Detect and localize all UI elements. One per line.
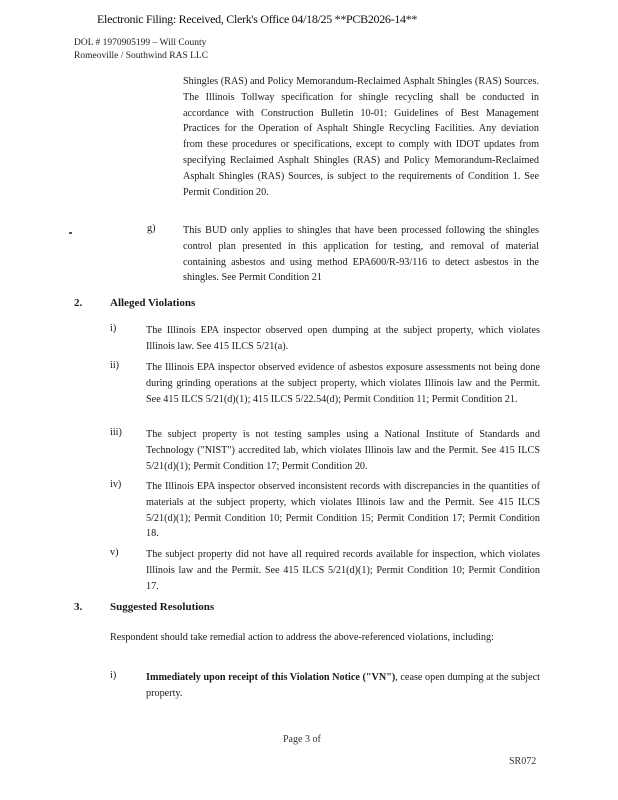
efiling-stamp: Electronic Filing: Received, Clerk's Office 04/18/25 **PCB2026-14** <box>97 12 418 26</box>
section-3-title: Suggested Resolutions <box>110 601 215 613</box>
item-g-text: This BUD only applies to shingles that have been processed following the shingles control plan presented in this application for testing, and removal of material containing asbestos and using method EPA600/R-93/116 to detect asbestos in the shingles. See Permit Condition 21 <box>183 225 539 284</box>
violation-iv-label: iv) <box>110 479 122 490</box>
item-g-label: g) <box>147 223 156 234</box>
violation-iii-text: The subject property is not testing samples using a National Institute of Standards and Technology ("NIST") accredited lab, which violates Illinois law and the Permit. See 415 ILCS 5/21(d)(1); Permit Condition 17; Permit Condition 20. <box>146 429 540 472</box>
violation-i-label: i) <box>110 323 117 334</box>
resolution-i-emphasis: Immediately upon receipt of this Violation Notice ("VN") <box>146 672 396 683</box>
bates-code: SR072 <box>509 756 537 767</box>
violation-v-text: The subject property did not have all required records available for inspection, which violates Illinois law and the Permit. See 415 ILCS 5/21(d)(1); Permit Condition 10; Permit Condition 17. <box>146 549 540 592</box>
resolution-i-text <box>146 670 540 702</box>
header-site-name: Romeoville / Southwind RAS LLC <box>74 51 209 61</box>
violation-i-text: The Illinois EPA inspector observed open dumping at the subject property, which violates Illinois law. See 415 ILCS 5/21(a). <box>146 325 540 352</box>
section-2-title: Alleged Violations <box>110 297 196 309</box>
scan-speck <box>69 232 72 234</box>
continuation-paragraph: Shingles (RAS) and Policy Memorandum-Reclaimed Asphalt Shingles (RAS) Sources. The Illinois Tollway specification for shingle recycling shall be conducted in accordance with Construction Bulletin 10-01: Guidelines of Best Management Practices for the Operation of Asphalt Shingle Recycling Facilities. Any deviation from these procedures or specifications, except to comply with IDOT updates from specifying Reclaimed Asphalt Shingles (RAS) and Policy Memorandum-Reclaimed Asphalt Shingles (RAS) Sources, is subject to the requirements of Condition 1. See Permit Condition 20. <box>183 76 539 198</box>
page-number: Page 3 of <box>283 734 321 745</box>
section-2-number: 2. <box>74 297 83 309</box>
violation-iii-label: iii) <box>110 427 122 438</box>
violation-ii-label: ii) <box>110 360 120 371</box>
resolution-i-rest: , cease open dumping at the subject property. <box>146 672 541 699</box>
resolution-i-label: i) <box>110 670 117 681</box>
resolutions-intro: Respondent should take remedial action to address the above-referenced violations, including: <box>110 632 494 643</box>
violation-v-label: v) <box>110 547 119 558</box>
violation-iv-text: The Illinois EPA inspector observed inconsistent records with discrepancies in the quantities of materials at the subject property, which violates Illinois law and the Permit. See 415 ILCS 5/21(d)(1); Permit Condition 10; Permit Condition 15; Permit Condition 17; Permit Condition 18. <box>146 481 540 540</box>
header-dol-number: DOL # 1970905199 – Will County <box>74 38 207 48</box>
section-3-number: 3. <box>74 601 83 613</box>
violation-ii-text: The Illinois EPA inspector observed evidence of asbestos exposure assessments not being done during grinding operations at the subject property, which violates Illinois law and the Permit. See 415 ILCS 5/21(d)(1); 415 ILCS 5/22.54(d); Permit Condition 11; Permit Condition 21. <box>146 362 540 405</box>
